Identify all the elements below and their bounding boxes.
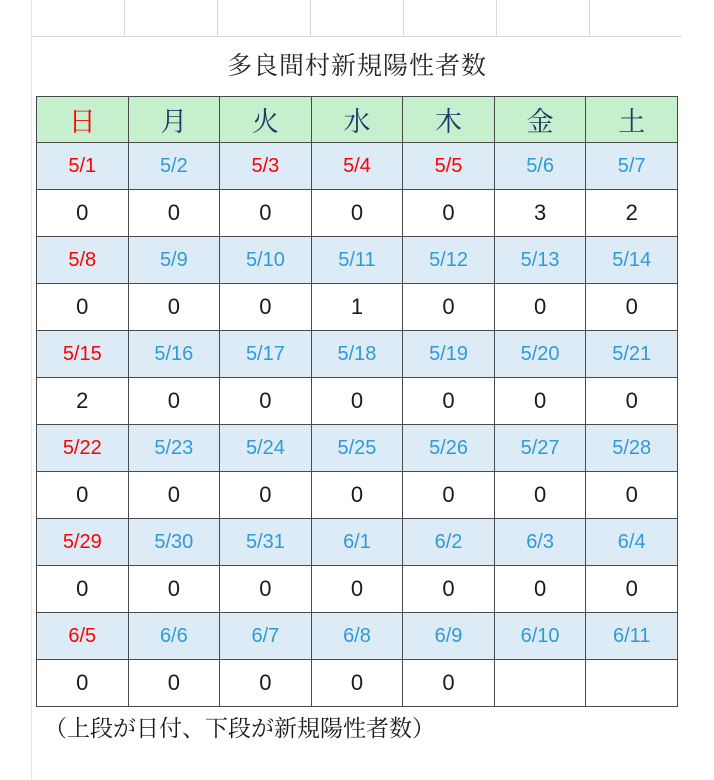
count-cell [494,660,586,707]
date-cell: 5/8 [37,237,129,284]
count-cell: 0 [403,472,495,519]
count-cell: 0 [494,472,586,519]
date-cell: 5/4 [311,143,403,190]
count-cell: 0 [403,660,495,707]
calendar-table [36,96,678,707]
count-cell: 3 [494,190,586,237]
weekday-header-fri: 金 [494,97,586,143]
date-cell: 6/8 [311,613,403,660]
empty-cell [404,0,497,36]
date-cell: 5/6 [494,143,586,190]
date-cell: 5/31 [220,519,312,566]
count-row [37,378,678,425]
date-row [37,331,678,378]
date-cell: 5/25 [311,425,403,472]
count-row [37,660,678,707]
page-title: 多良間村新規陽性者数 [226,52,487,80]
date-cell: 5/23 [128,425,220,472]
count-cell: 0 [403,190,495,237]
date-cell: 5/21 [586,331,678,378]
count-cell: 0 [586,566,678,613]
date-cell: 5/16 [128,331,220,378]
count-cell: 0 [403,284,495,331]
empty-cell [311,0,404,36]
date-cell: 5/9 [128,237,220,284]
count-cell: 0 [128,660,220,707]
count-cell: 0 [220,190,312,237]
date-row [37,519,678,566]
count-cell: 0 [494,378,586,425]
empty-cell [590,0,682,36]
count-cell: 0 [128,284,220,331]
date-cell: 5/19 [403,331,495,378]
count-row [37,472,678,519]
date-cell: 5/11 [311,237,403,284]
date-cell: 5/3 [220,143,312,190]
count-cell: 0 [128,472,220,519]
weekday-header-sun: 日 [37,97,129,143]
date-cell: 6/5 [37,613,129,660]
date-cell: 5/26 [403,425,495,472]
empty-cell [218,0,311,36]
count-cell: 0 [494,284,586,331]
count-cell: 0 [220,660,312,707]
date-row [37,143,678,190]
date-cell: 5/22 [37,425,129,472]
count-cell: 0 [311,660,403,707]
date-row [37,425,678,472]
count-row [37,566,678,613]
date-cell: 6/10 [494,613,586,660]
date-cell: 5/15 [37,331,129,378]
date-cell: 5/12 [403,237,495,284]
date-cell: 5/18 [311,331,403,378]
date-cell: 5/10 [220,237,312,284]
weekday-header-tue: 火 [220,97,312,143]
date-cell: 6/1 [311,519,403,566]
date-cell: 6/3 [494,519,586,566]
count-cell: 0 [37,190,129,237]
count-cell: 0 [220,284,312,331]
count-cell: 0 [37,284,129,331]
empty-cell [125,0,218,36]
count-cell: 0 [128,566,220,613]
calendar-table-wrapper [36,96,678,707]
date-cell: 5/13 [494,237,586,284]
date-cell: 5/2 [128,143,220,190]
date-cell: 5/27 [494,425,586,472]
date-cell: 6/6 [128,613,220,660]
count-cell: 0 [220,378,312,425]
count-cell: 0 [220,472,312,519]
count-row [37,284,678,331]
date-cell: 5/29 [37,519,129,566]
date-row [37,237,678,284]
count-cell: 0 [403,378,495,425]
count-cell: 0 [311,472,403,519]
weekday-header-mon: 月 [128,97,220,143]
sheet-right-margin [682,0,714,780]
date-cell: 5/17 [220,331,312,378]
date-cell: 6/7 [220,613,312,660]
weekday-header-sat: 土 [586,97,678,143]
count-cell: 2 [37,378,129,425]
empty-cell [32,0,125,36]
count-cell: 0 [128,190,220,237]
count-cell: 0 [586,284,678,331]
count-cell: 0 [311,378,403,425]
date-cell: 5/7 [586,143,678,190]
date-cell: 6/2 [403,519,495,566]
weekday-header-thu: 木 [403,97,495,143]
date-row [37,613,678,660]
sheet-left-margin [0,0,32,780]
count-cell: 0 [311,566,403,613]
empty-cell [497,0,590,36]
weekday-header-wed: 水 [311,97,403,143]
date-cell: 6/4 [586,519,678,566]
count-cell: 0 [128,378,220,425]
date-cell: 5/14 [586,237,678,284]
count-cell: 0 [494,566,586,613]
count-cell: 0 [311,190,403,237]
count-cell: 1 [311,284,403,331]
count-row [37,190,678,237]
footnote: （上段が日付、下段が新規陽性者数） [44,715,435,741]
date-cell: 5/5 [403,143,495,190]
date-cell: 5/20 [494,331,586,378]
date-cell: 5/24 [220,425,312,472]
count-cell: 0 [37,660,129,707]
date-cell: 5/28 [586,425,678,472]
date-cell: 6/9 [403,613,495,660]
table-header-row [37,97,678,143]
date-cell: 5/1 [37,143,129,190]
count-cell: 2 [586,190,678,237]
count-cell: 0 [37,566,129,613]
date-cell: 5/30 [128,519,220,566]
count-cell [586,660,678,707]
count-cell: 0 [586,378,678,425]
count-cell: 0 [586,472,678,519]
date-cell: 6/11 [586,613,678,660]
count-cell: 0 [37,472,129,519]
count-cell: 0 [403,566,495,613]
count-cell: 0 [220,566,312,613]
top-empty-row [32,0,682,37]
